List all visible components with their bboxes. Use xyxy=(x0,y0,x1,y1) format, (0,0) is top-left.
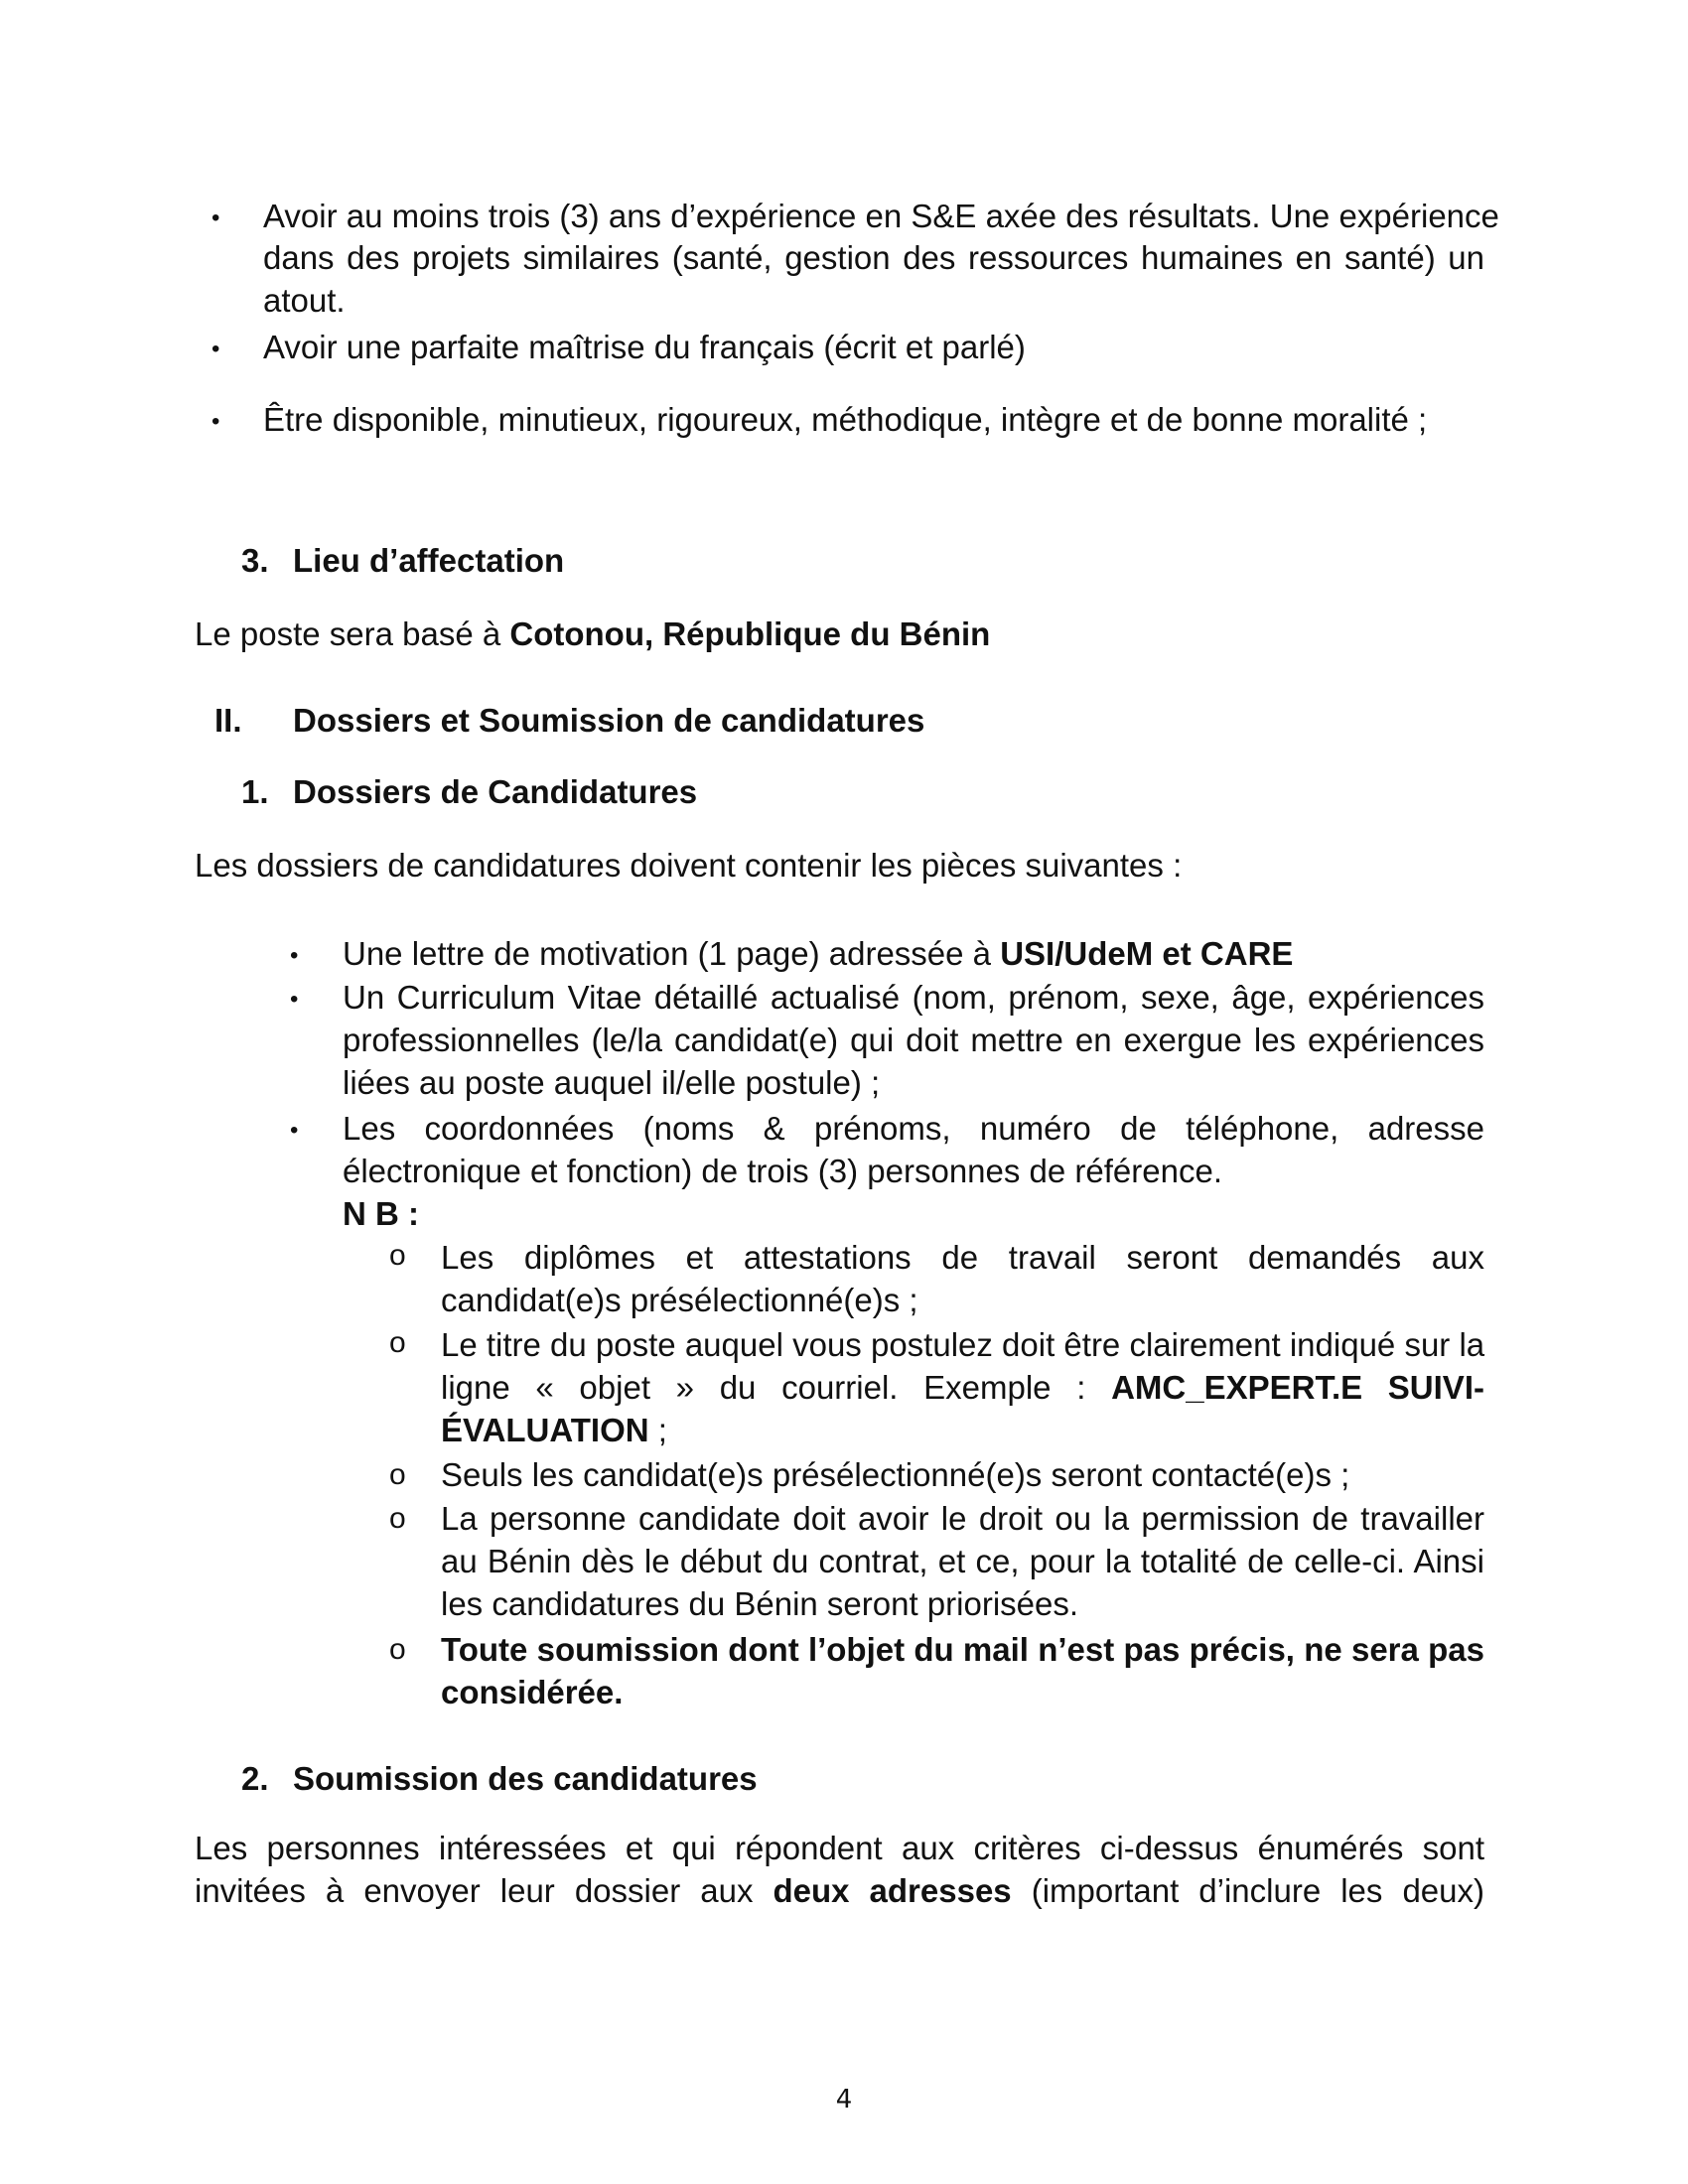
sub-bullet-marker: o xyxy=(389,1326,406,1359)
nb-item-line xyxy=(441,1411,667,1450)
sub-bullet-marker: o xyxy=(389,1239,406,1272)
example-subject-text: AMC_EXPERT.E SUIVI- xyxy=(1111,1369,1484,1406)
bullet-marker: • xyxy=(211,205,220,231)
location-text: Cotonou, République du Bénin xyxy=(509,615,991,652)
page-number: 4 xyxy=(835,2085,853,2115)
nb-item-text: ligne « objet » du courriel. Exemple : xyxy=(441,1369,1112,1406)
bullet-marker: • xyxy=(290,986,299,1013)
nb-label: N B : xyxy=(343,1195,419,1232)
nb-item-line-warning: Toute soumission dont l’objet du mail n’est pas précis, ne sera pas xyxy=(441,1631,1484,1668)
section-heading: Soumission des candidatures xyxy=(293,1760,758,1797)
paragraph-text: Le poste sera basé à xyxy=(195,615,510,652)
bullet-text-line: atout. xyxy=(263,282,346,319)
paragraph xyxy=(195,614,990,654)
bullet-text-line: Avoir au moins trois (3) ans d’expérience en S&E axée des résultats. Une expérience xyxy=(263,198,1499,234)
nb-item-line: Seuls les candidat(e)s présélectionné(e)s seront contacté(e)s ; xyxy=(441,1456,1350,1493)
bullet-marker: • xyxy=(290,942,299,969)
section-number: II. xyxy=(214,702,242,739)
example-subject-text: ÉVALUATION xyxy=(441,1412,649,1448)
bullet-marker: • xyxy=(290,1117,299,1144)
nb-item-line: candidat(e)s présélectionné(e)s ; xyxy=(441,1282,918,1318)
nb-item-line-warning: considérée. xyxy=(441,1674,624,1710)
list-item-text: Une lettre de motivation (1 page) adressée à xyxy=(343,935,1001,972)
sub-bullet-marker: o xyxy=(389,1502,406,1535)
bullet-text-line: Être disponible, minutieux, rigoureux, méthodique, intègre et de bonne moralité ; xyxy=(263,401,1428,438)
paragraph: Les dossiers de candidatures doivent contenir les pièces suivantes : xyxy=(195,847,1183,884)
sub-bullet-marker: o xyxy=(389,1458,406,1491)
list-item-line: liées au poste auquel il/elle postule) ; xyxy=(343,1064,881,1101)
list-item-line: Un Curriculum Vitae détaillé actualisé (nom, prénom, sexe, âge, expériences xyxy=(343,979,1484,1016)
emphasis-text: deux adresses xyxy=(773,1872,1012,1909)
bullet-text-line: Avoir une parfaite maîtrise du français (écrit et parlé) xyxy=(263,329,1026,365)
nb-item-line xyxy=(441,1368,1484,1408)
list-item-line: Les coordonnées (noms & prénoms, numéro de téléphone, adresse xyxy=(343,1110,1484,1147)
nb-item-line: Les diplômes et attestations de travail seront demandés aux xyxy=(441,1239,1484,1276)
section-number: 2. xyxy=(241,1760,269,1797)
section-heading: Lieu d’affectation xyxy=(293,542,565,579)
paragraph-line: Les personnes intéressées et qui répondent aux critères ci-dessus énumérés sont xyxy=(195,1830,1484,1866)
nb-item-line: Le titre du poste auquel vous postulez doit être clairement indiqué sur la xyxy=(441,1326,1485,1363)
nb-item-line: La personne candidate doit avoir le droit ou la permission de travailler xyxy=(441,1500,1484,1537)
paragraph-text: (important d’inclure les deux) xyxy=(1011,1872,1484,1909)
section-heading: Dossiers de Candidatures xyxy=(293,773,698,810)
section-number: 1. xyxy=(241,773,269,810)
nb-item-line: au Bénin dès le début du contrat, et ce, pour la totalité de celle-ci. Ainsi xyxy=(441,1543,1484,1579)
nb-item-line: les candidatures du Bénin seront priorisées. xyxy=(441,1585,1079,1622)
nb-item-text: ; xyxy=(648,1412,667,1448)
recipient-text: USI/UdeM et CARE xyxy=(1000,935,1294,972)
bullet-marker: • xyxy=(211,336,220,362)
list-item xyxy=(343,934,1293,974)
section-number: 3. xyxy=(241,542,269,579)
paragraph-text: invitées à envoyer leur dossier aux xyxy=(195,1872,774,1909)
list-item-line: professionnelles (le/la candidat(e) qui doit mettre en exergue les expériences xyxy=(343,1022,1484,1058)
sub-bullet-marker: o xyxy=(389,1633,406,1666)
paragraph-line xyxy=(195,1871,1484,1911)
list-item-line: électronique et fonction) de trois (3) personnes de référence. xyxy=(343,1153,1223,1189)
bullet-text-line: dans des projets similaires (santé, gestion des ressources humaines en santé) un xyxy=(263,239,1484,276)
bullet-marker: • xyxy=(211,408,220,435)
section-heading: Dossiers et Soumission de candidatures xyxy=(293,702,925,739)
